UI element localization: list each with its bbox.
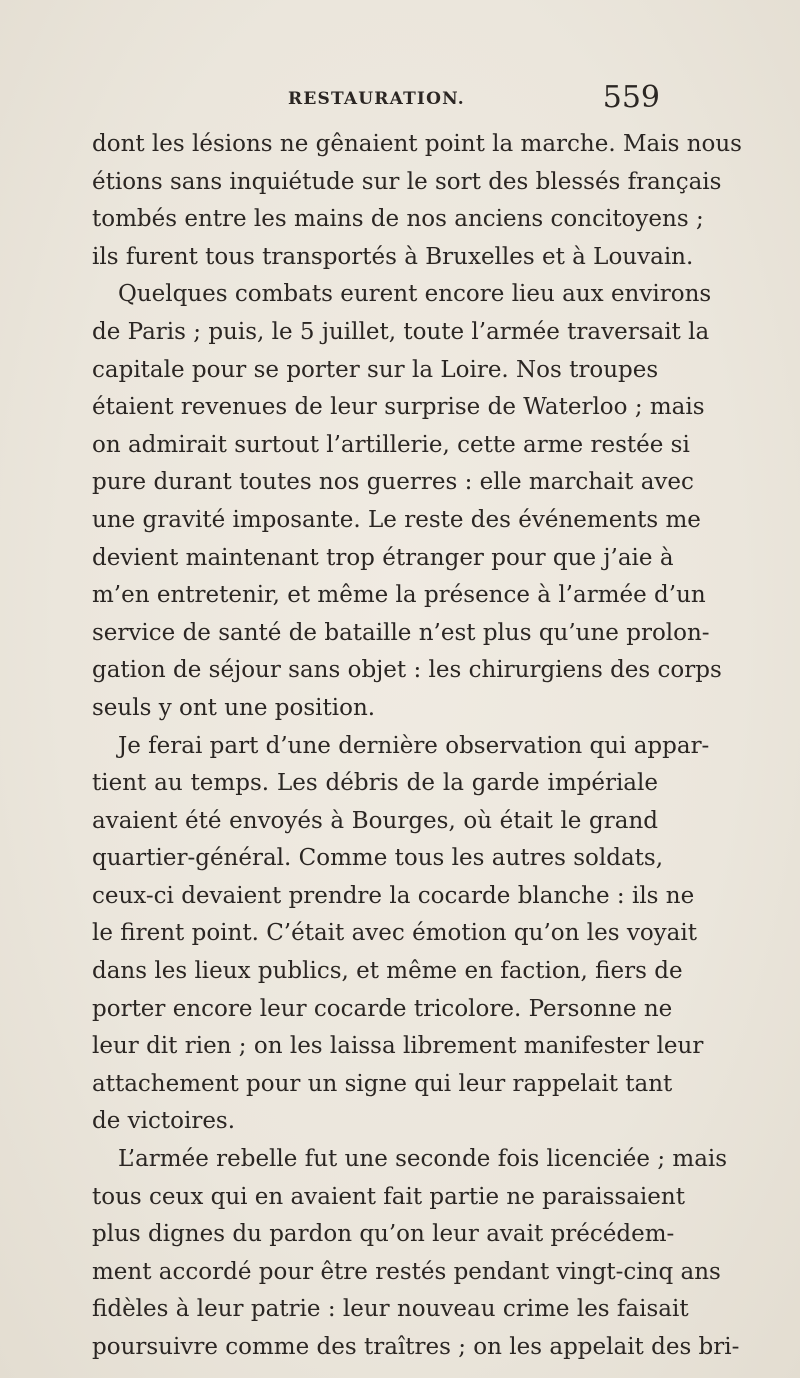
text-line: le firent point. C’était avec émotion qu’on les voyait [92, 920, 697, 947]
text-line: dans les lieux publics, et même en faction, fiers de [92, 958, 683, 985]
text-line: service de santé de bataille n’est plus qu’une prolon- [92, 619, 710, 646]
text-line: tous ceux qui en avaient fait partie ne paraissaient [92, 1183, 685, 1210]
text-line: poursuivre comme des traîtres ; on les appelait des bri- [92, 1334, 740, 1360]
text-line: pure durant toutes nos guerres : elle marchait avec [92, 469, 694, 496]
running-title: RESTAURATION. [288, 89, 465, 109]
text-line: Je ferai part d’une dernière observation qui appar- [118, 732, 710, 759]
text-line: dont les lésions ne gênaient point la marche. Mais nous [92, 131, 742, 157]
text-line: L’armée rebelle fut une seconde fois licenciée ; mais [118, 1146, 728, 1173]
text-line: étions sans inquiétude sur le sort des blessés français [92, 168, 722, 195]
text-line: tombés entre les mains de nos anciens concitoyens ; [92, 206, 704, 233]
text-line: Quelques combats eurent encore lieu aux environs [118, 281, 712, 308]
text-line: capitale pour se porter sur la Loire. Nos troupes [92, 356, 659, 383]
text-line: gation de séjour sans objet : les chirurgiens des corps [92, 657, 722, 684]
text-line: de Paris ; puis, le 5 juillet, toute l’armée traversait la [92, 318, 710, 345]
text-line: plus dignes du pardon qu’on leur avait précédem- [92, 1221, 675, 1248]
text-line: m’en entretenir, et même la présence à l’armée d’un [92, 582, 706, 609]
text-line: ceux-ci devaient prendre la cocarde blanche : ils ne [92, 882, 695, 909]
text-line: porter encore leur cocarde tricolore. Personne ne [92, 995, 673, 1022]
text-line: de victoires. [92, 1108, 236, 1135]
text-line: tient au temps. Les débris de la garde impériale [92, 770, 658, 797]
body-text [92, 126, 742, 1367]
text-line: une gravité imposante. Le reste des événements me [92, 506, 701, 533]
text-line: leur dit rien ; on les laissa librement manifester leur [92, 1033, 704, 1060]
text-line: ils furent tous transportés à Bruxelles et à Louvain. [92, 243, 694, 270]
text-line: quartier-général. Comme tous les autres soldats, [92, 845, 664, 872]
text-line: étaient revenues de leur surprise de Waterloo ; mais [92, 394, 705, 421]
page-header [120, 78, 660, 118]
text-line: seuls y ont une position. [92, 694, 376, 721]
text-line: on admirait surtout l’artillerie, cette arme restée si [92, 431, 690, 458]
text-line: avaient été envoyés à Bourges, où était le grand [92, 807, 658, 834]
page-number: 559 [602, 80, 660, 115]
text-line: ment accordé pour être restés pendant vingt-cinq ans [92, 1258, 721, 1285]
text-line: attachement pour un signe qui leur rappelait tant [92, 1070, 673, 1097]
text-line: devient maintenant trop étranger pour que j’aie à [92, 544, 674, 571]
text-line: fidèles à leur patrie : leur nouveau crime les faisait [92, 1296, 689, 1323]
